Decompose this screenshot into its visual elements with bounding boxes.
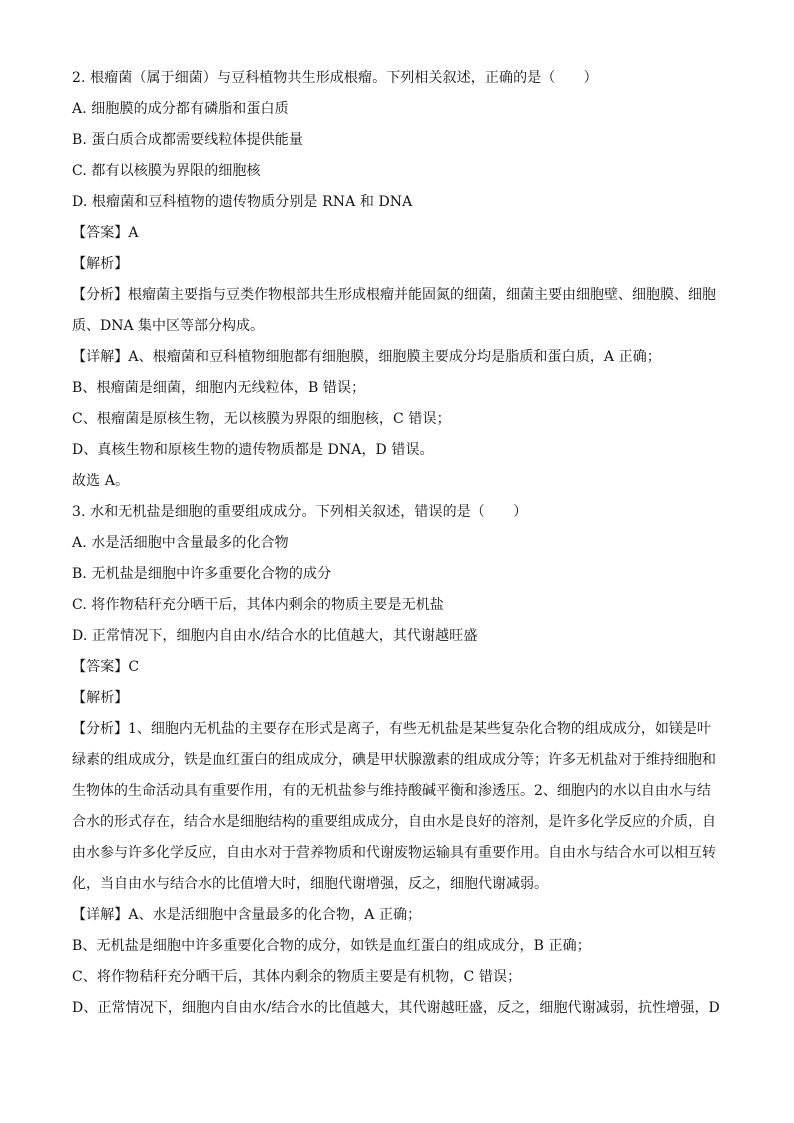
q2-xiangjie-c: C、根瘤菌是原核生物，无以核膜为界限的细胞核，C 错误； — [72, 411, 451, 427]
q3-fenxi-line — [72, 714, 724, 745]
q3-xiangjie-c: C、将作物秸秆充分晒干后，其体内剩余的物质主要是有机物，C 错误； — [72, 969, 522, 985]
q2-fenxi-tag: 【分析】 — [72, 287, 128, 303]
q2-xiangjie-tag: 【详解】 — [72, 349, 129, 365]
q2-analysis-heading: 【解析】 — [72, 256, 129, 272]
q2-fenxi-line — [72, 280, 724, 311]
q3-fenxi-tag: 【分析】 — [72, 721, 128, 737]
q3-xiangjie-tag: 【详解】 — [72, 907, 129, 923]
q2-option-c: C. 都有以核膜为界限的细胞核 — [72, 163, 261, 179]
q3-fenxi-text-1: 1、细胞内无机盐的主要存在形式是离子，有些无机盐是某些复杂化合物的组成成分，如镁是叶 — [128, 721, 711, 737]
q3-xiangjie-first: A、水是活细胞中含量最多的化合物，A 正确； — [128, 907, 422, 923]
q3-answer-tag: 【答案】 — [72, 659, 129, 675]
q3-option-d: D. 正常情况下，细胞内自由水/结合水的比值越大，其代谢越旺盛 — [72, 628, 478, 644]
q2-option-d: D. 根瘤菌和豆科植物的遗传物质分别是 RNA 和 DNA — [72, 194, 413, 210]
q2-conclusion: 故选 A。 — [72, 473, 130, 489]
q3-fenxi-text-4: 合水的形式存在，结合水是细胞结构的重要组成成分，自由水是良好的溶剂，是许多化学反应的介质，自 — [72, 814, 716, 830]
q2-xiangjie-b: B、根瘤菌是细菌，细胞内无线粒体，B 错误； — [72, 380, 366, 396]
q3-fenxi-text-6: 化，当自由水与结合水的比值增大时，细胞代谢增强，反之，细胞代谢减弱。 — [72, 876, 548, 892]
q2-fenxi-text-1: 根瘤菌主要指与豆类作物根部共生形成根瘤并能固氮的细菌，细菌主要由细胞壁、细胞膜、细胞 — [128, 287, 716, 303]
q2-stem: 2. 根瘤菌（属于细菌）与豆科植物共生形成根瘤。下列相关叙述，正确的是（ ） — [72, 70, 598, 86]
q3-fenxi-text-2: 绿素的组成成分，铁是血红蛋白的组成成分，碘是甲状腺激素的组成成分等；许多无机盐对于维持细胞和 — [72, 752, 716, 768]
q3-stem: 3. 水和无机盐是细胞的重要组成成分。下列相关叙述，错误的是（ ） — [72, 504, 528, 520]
q3-xiangjie — [72, 900, 724, 931]
q2-answer-value: A — [128, 225, 139, 241]
q2-fenxi — [72, 280, 724, 342]
q3-fenxi — [72, 714, 724, 900]
q3-xiangjie-d: D、正常情况下，细胞内自由水/结合水的比值越大，其代谢越旺盛，反之，细胞代谢减弱，抗性增强，D — [72, 1000, 720, 1016]
q2-fenxi-text-2: 质、DNA 集中区等部分构成。 — [72, 318, 265, 334]
q3-option-b: B. 无机盐是细胞中许多重要化合物的成分 — [72, 566, 332, 582]
q3-answer — [72, 652, 724, 683]
q3-answer-value: C — [128, 659, 140, 675]
q2-option-a: A. 细胞膜的成分都有磷脂和蛋白质 — [72, 101, 289, 117]
q2-option-b: B. 蛋白质合成都需要线粒体提供能量 — [72, 132, 303, 148]
q2-xiangjie-first: A、根瘤菌和豆科植物细胞都有细胞膜，细胞膜主要成分均是脂质和蛋白质，A 正确； — [128, 349, 661, 365]
q3-fenxi-text-5: 由水参与许多化学反应，自由水对于营养物质和代谢废物运输具有重要作用。自由水与结合水可以相互转 — [72, 845, 716, 861]
q3-option-a: A. 水是活细胞中含量最多的化合物 — [72, 535, 289, 551]
q2-answer — [72, 218, 724, 249]
q3-option-c: C. 将作物秸秆充分晒干后，其体内剩余的物质主要是无机盐 — [72, 597, 444, 613]
q2-xiangjie-d: D、真核生物和原核生物的遗传物质都是 DNA，D 错误。 — [72, 442, 434, 458]
q3-fenxi-text-3: 生物体的生命活动具有重要作用，有的无机盐参与维持酸碱平衡和渗透压。2、细胞内的水以自由水与结 — [72, 783, 711, 799]
q2-xiangjie — [72, 342, 724, 373]
q3-analysis-heading: 【解析】 — [72, 690, 129, 706]
q2-answer-tag: 【答案】 — [72, 225, 129, 241]
q3-xiangjie-b: B、无机盐是细胞中许多重要化合物的成分，如铁是血红蛋白的组成成分，B 正确； — [72, 938, 591, 954]
